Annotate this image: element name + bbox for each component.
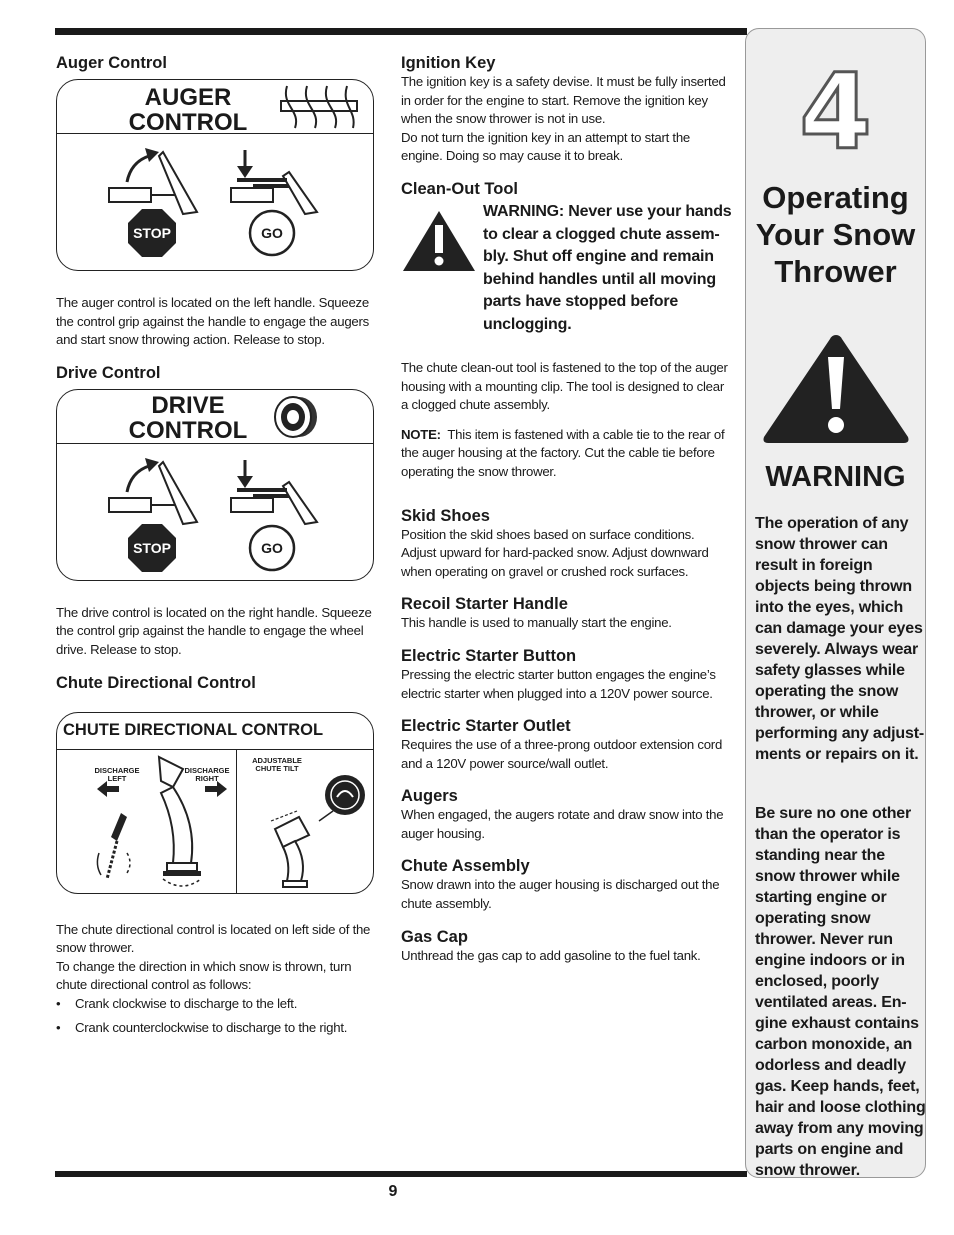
- drive-control-heading: Drive Control: [56, 363, 161, 382]
- chute-rotation-icon: [87, 753, 237, 891]
- chute-assembly-heading: Chute Assembly: [401, 857, 530, 876]
- ignition-key-text: The ignition key is a safety devise. It must be fully inserted in order for the engine to start. Remove the ignition key when the snow thrower is not in use.: [401, 74, 726, 127]
- stop-sign: [128, 209, 176, 257]
- go-sign: [248, 209, 296, 257]
- chute-control-panel: [56, 712, 374, 894]
- augers-text: When engaged, the augers rotate and draw snow into the auger housing.: [401, 807, 724, 841]
- bottom-rule: [55, 1171, 747, 1177]
- auger-panel-title-2: CONTROL: [128, 109, 248, 136]
- skid-shoes-heading: Skid Shoes: [401, 506, 490, 525]
- wheel-icon: [271, 394, 321, 440]
- electric-starter-text: Pressing the electric starter button engages the engine’s electric starter when plugged into a 120V power source.: [401, 666, 716, 701]
- chapter-title-line: Your Snow: [755, 217, 916, 252]
- gas-cap-heading: Gas Cap: [401, 927, 468, 946]
- ignition-key-text-2: Do not turn the ignition key in an attempt to start the engine. Doing so may cause it to break.: [401, 129, 691, 164]
- top-rule: [55, 28, 747, 35]
- list-item: • Crank counterclockwise to discharge to the right.: [56, 1019, 381, 1038]
- chapter-number: 4: [799, 51, 872, 173]
- chute-tilt-label-2: CHUTE TILT: [255, 763, 299, 773]
- recoil-starter-heading: Recoil Starter Handle: [401, 595, 568, 614]
- chute-instructions-list: [56, 995, 381, 1037]
- drive-panel-title-1: DRIVE: [151, 391, 225, 419]
- cleanout-warning-text: WARNING: Never use your hands to clear a clogged chute assem- bly. Shut off engine and remain behind handles until all moving parts have stopped before unclogging.: [483, 202, 732, 333]
- discharge-right-label-1: DISCHARGE: [184, 765, 230, 775]
- chapter-title-line: Thrower: [774, 254, 897, 289]
- gas-cap-text: Unthread the gas cap to add gasoline to the fuel tank.: [401, 947, 701, 963]
- auger-control-text: The auger control is located on the left handle. Squeeze the control grip against the handle to engage the augers and start snow throwing action. Release to stop.: [56, 295, 369, 348]
- ignition-key-heading: Ignition Key: [401, 54, 496, 72]
- electric-outlet-text: Requires the use of a three-prong outdoor extension cord and a 120V power source/wall outlet.: [401, 737, 723, 771]
- drive-control-panel: [56, 389, 374, 581]
- list-item: • Crank clockwise to discharge to the left.: [56, 995, 381, 1014]
- page-number: 9: [388, 1183, 398, 1200]
- warning-heading: WARNING: [765, 461, 906, 493]
- chute-control-text-2: To change the direction in which snow is thrown, turn chute directional control as follows:: [56, 958, 352, 993]
- warning-triangle-icon: [760, 331, 912, 447]
- recoil-starter-text: This handle is used to manually start the engine.: [401, 615, 672, 631]
- cleanout-tool-text: The chute clean-out tool is fastened to the top of the auger housing with a mounting clip. The tool is designed to clear a clogged chute assembly.: [401, 359, 728, 413]
- discharge-left-label-1: DISCHARGE: [94, 765, 140, 775]
- stop-label: STOP: [133, 539, 171, 556]
- chute-tilt-label-1: ADJUSTABLE: [252, 755, 302, 765]
- skid-shoes-text: Position the skid shoes based on surface conditions. Adjust upward for hard-packed snow. Adjust downward when operating on gravel or crushed rock surfaces.: [401, 526, 709, 579]
- note-label: NOTE:: [401, 426, 441, 442]
- go-label: GO: [261, 539, 283, 556]
- chute-control-heading: Chute Directional Control: [56, 673, 256, 692]
- left-column: [56, 54, 381, 1037]
- auger-control-panel: [56, 79, 374, 271]
- discharge-right-label-2: RIGHT: [195, 773, 219, 783]
- stop-label: STOP: [133, 225, 171, 241]
- discharge-left-label-2: LEFT: [107, 773, 127, 783]
- auger-icon: [279, 84, 359, 130]
- electric-starter-heading: Electric Starter Button: [401, 646, 577, 665]
- drive-panel-title-2: CONTROL: [128, 416, 248, 444]
- warning-triangle-icon: [401, 209, 477, 273]
- chute-panel-title: CHUTE DIRECTIONAL CONTROL: [63, 720, 324, 739]
- auger-control-heading: Auger Control: [56, 54, 167, 72]
- warning-text-1: The operation of any snow thrower can result in foreign objects being thrown into the eyes, which can damage your eyes severely. Always wear safety glasses while operating the snow thrower, or while performing any adjust- ments or repairs on it.: [755, 515, 924, 763]
- handle-disengaged-icon: [105, 452, 215, 532]
- augers-heading: Augers: [401, 787, 458, 806]
- stop-sign: [128, 524, 176, 572]
- electric-outlet-heading: Electric Starter Outlet: [401, 717, 571, 736]
- go-label: GO: [261, 225, 283, 241]
- note-text: This item is fastened with a cable tie to the rear of the auger housing at the factory. Cut the cable tie before operating the snow thrower.: [401, 426, 725, 479]
- warning-text-2: Be sure no one other than the operator is standing near the snow thrower while starting engine or operating snow thrower. Never run engine indoors or in enclosed, poorly ventilated areas. En- gine exhaust contains carbon monoxide, an odorless and deadly gas. Keep hands, feet, hair and loose clothing away from any moving parts on engine and snow thrower.: [755, 805, 926, 1179]
- handle-engaged-icon: [227, 452, 327, 532]
- cleanout-tool-heading: Clean-Out Tool: [401, 179, 519, 198]
- auger-panel-title-1: AUGER: [144, 84, 232, 111]
- middle-column: [401, 54, 731, 965]
- chapter-title-line: Operating: [762, 180, 909, 215]
- chute-tilt-icon: [247, 771, 367, 891]
- chapter-sidebar: [745, 28, 926, 1178]
- chute-control-text-1: The chute directional control is located on left side of the snow thrower.: [56, 921, 371, 956]
- chapter-title: [746, 179, 925, 290]
- chute-assembly-text: Snow drawn into the auger housing is discharged out the chute assembly.: [401, 877, 720, 912]
- drive-control-text: The drive control is located on the right handle. Squeeze the control grip against the handle to engage the wheel drive. Release to stop.: [56, 604, 372, 657]
- cleanout-note: [401, 426, 731, 482]
- go-sign: [248, 524, 296, 572]
